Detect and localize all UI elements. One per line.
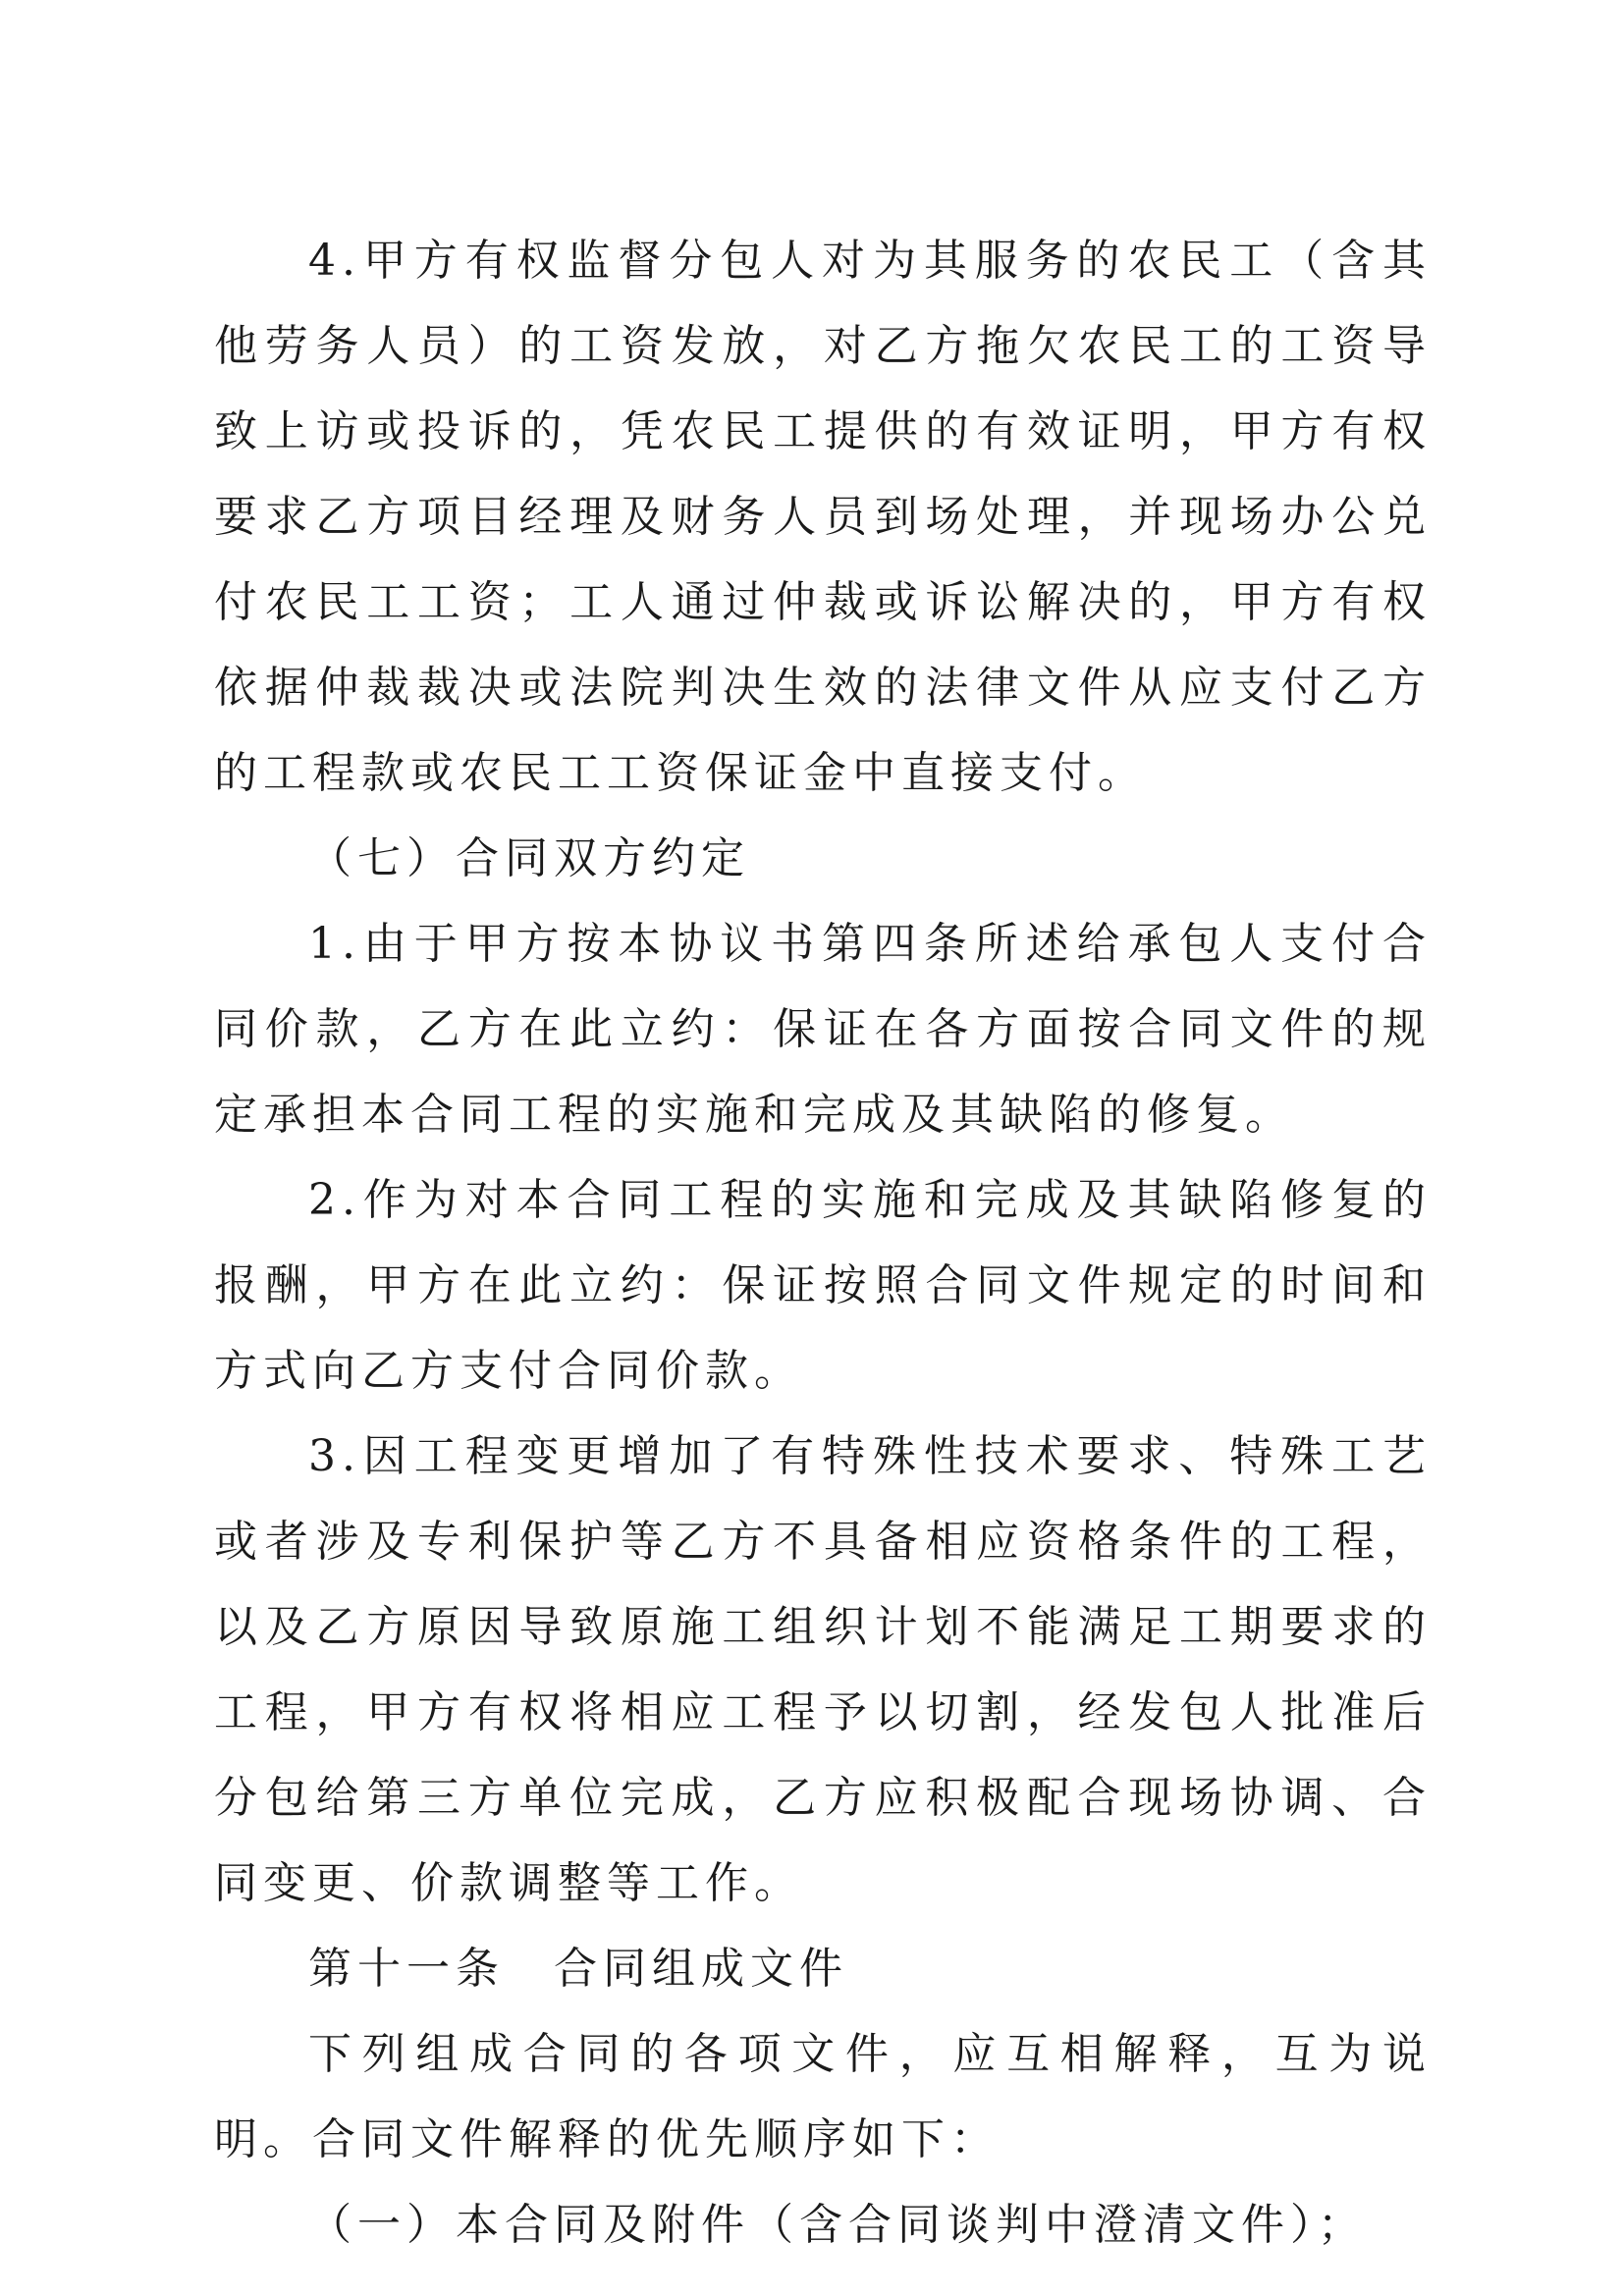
article-11-intro: 下列组成合同的各项文件，应互相解释，互为说明。合同文件解释的优先顺序如下： — [214, 2029, 1432, 2164]
section-7-heading: （七）合同双方约定 — [308, 833, 750, 883]
contract-doc-item-1: （一）本合同及附件（含合同谈判中澄清文件）； — [308, 2200, 1367, 2250]
agreement-item-3: 3.因工程变更增加了有特殊性技术要求、特殊工艺或者涉及专利保护等乙方不具备相应资格条件的工程，以及乙方原因导致原施工组织计划不能满足工期要求的工程，甲方有权将相应工程予以切割，经发包人批准后分包给第三方单位完成，乙方应积极配合现场协调、合同变更、价款调整等工作。 — [214, 1431, 1432, 1908]
clause-4-paragraph: 4.甲方有权监督分包人对为其服务的农民工（含其他劳务人员）的工资发放，对乙方拖欠农民工的工资导致上访或投诉的，凭农民工提供的有效证明，甲方有权要求乙方项目经理及财务人员到场处理，并现场办公兑付农民工工资；工人通过仲裁或诉讼解决的，甲方有权依据仲裁裁决或法院判决生效的法律文件从应支付乙方的工程款或农民工工资保证金中直接支付。 — [214, 236, 1432, 798]
article-11-title: 合同组成文件 — [554, 1944, 848, 1994]
article-11-heading — [214, 1926, 1432, 2011]
agreement-item-2: 2.作为对本合同工程的实施和完成及其缺陷修复的报酬，甲方在此立约：保证按照合同文件规定的时间和方式向乙方支付合同价款。 — [214, 1175, 1432, 1396]
article-11-number: 第十一条 — [308, 1944, 505, 1994]
agreement-item-1: 1.由于甲方按本协议书第四条所述给承包人支付合同价款，乙方在此立约：保证在各方面按合同文件的规定承担本合同工程的实施和完成及其缺陷的修复。 — [214, 919, 1432, 1140]
document-body — [214, 218, 1432, 2268]
